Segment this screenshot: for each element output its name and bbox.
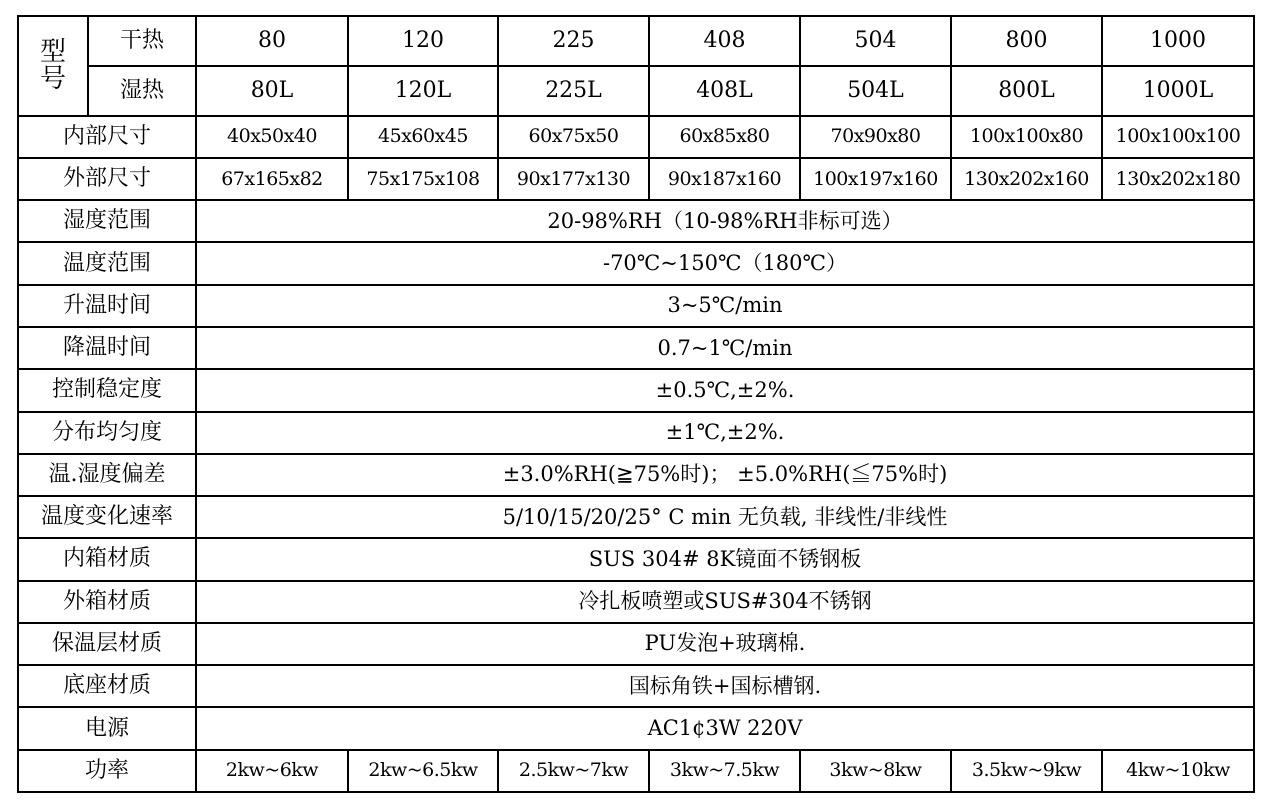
outer-size-label: 外部尺寸 [18, 158, 196, 200]
row-label: 温.湿度偏差 [18, 454, 196, 496]
row-label: 温度变化速率 [18, 496, 196, 538]
row-value: ±0.5℃,±2%. [196, 369, 1254, 411]
outer-size-cell: 100x197x160 [800, 158, 951, 200]
dry-model-cell: 504 [800, 16, 951, 66]
inner-size-label: 内部尺寸 [18, 116, 196, 158]
outer-size-cell: 67x165x82 [196, 158, 348, 200]
row-value: 0.7~1℃/min [196, 327, 1254, 369]
row-value: SUS 304# 8K镜面不锈钢板 [196, 538, 1254, 580]
row-value: AC1¢3W 220V [196, 707, 1254, 749]
temperature-range-row [18, 242, 1254, 284]
row-value: PU发泡+玻璃棉. [196, 623, 1254, 665]
dry-model-cell: 408 [649, 16, 800, 66]
inner-size-cell: 45x60x45 [348, 116, 498, 158]
wet-model-cell: 408L [649, 66, 800, 116]
insulation-material-row [18, 623, 1254, 665]
row-value: 3~5℃/min [196, 285, 1254, 327]
outer-size-cell: 130x202x180 [1102, 158, 1254, 200]
row-value: 5/10/15/20/25° C min 无负载, 非线性/非线性 [196, 496, 1254, 538]
dry-label: 干热 [88, 16, 196, 66]
row-label: 湿度范围 [18, 200, 196, 242]
deviation-row [18, 454, 1254, 496]
wet-model-cell: 120L [348, 66, 498, 116]
row-value: 国标角铁+国标槽钢. [196, 665, 1254, 707]
row-label: 内箱材质 [18, 538, 196, 580]
row-value: ±1℃,±2%. [196, 412, 1254, 454]
model-wet-row [18, 66, 1254, 116]
row-value: 冷扎板喷塑或SUS#304不锈钢 [196, 581, 1254, 623]
power-cell: 3kw~8kw [800, 750, 951, 792]
power-cell: 3.5kw~9kw [951, 750, 1102, 792]
outer-size-cell: 130x202x160 [951, 158, 1102, 200]
model-dry-row [18, 16, 1254, 66]
model-label-char: 号 [39, 63, 66, 94]
row-label: 保温层材质 [18, 623, 196, 665]
dry-model-cell: 120 [348, 16, 498, 66]
row-value: -70℃~150℃（180℃） [196, 242, 1254, 284]
row-label: 升温时间 [18, 285, 196, 327]
uniformity-row [18, 412, 1254, 454]
row-label: 分布均匀度 [18, 412, 196, 454]
inner-size-cell: 100x100x100 [1102, 116, 1254, 158]
inner-size-cell: 60x85x80 [649, 116, 800, 158]
power-cell: 2.5kw~7kw [498, 750, 649, 792]
humidity-range-row [18, 200, 1254, 242]
power-supply-row [18, 707, 1254, 749]
model-label-char: 型 [39, 36, 66, 67]
inner-size-row [18, 116, 1254, 158]
model-label [18, 16, 88, 116]
heating-time-row [18, 285, 1254, 327]
inner-size-cell: 60x75x50 [498, 116, 649, 158]
power-cell: 4kw~10kw [1102, 750, 1254, 792]
wet-model-cell: 225L [498, 66, 649, 116]
row-label: 降温时间 [18, 327, 196, 369]
dry-model-cell: 1000 [1102, 16, 1254, 66]
power-cell: 2kw~6.5kw [348, 750, 498, 792]
wet-model-cell: 504L [800, 66, 951, 116]
wet-model-cell: 800L [951, 66, 1102, 116]
control-stability-row [18, 369, 1254, 411]
dry-model-cell: 80 [196, 16, 348, 66]
base-material-row [18, 665, 1254, 707]
spec-table [17, 15, 1255, 793]
power-row [18, 750, 1254, 792]
row-label: 外箱材质 [18, 581, 196, 623]
row-value: 20-98%RH（10-98%RH非标可选） [196, 200, 1254, 242]
outer-size-cell: 90x177x130 [498, 158, 649, 200]
inner-material-row [18, 538, 1254, 580]
inner-size-cell: 40x50x40 [196, 116, 348, 158]
outer-material-row [18, 581, 1254, 623]
change-rate-row [18, 496, 1254, 538]
power-label: 功率 [18, 750, 196, 792]
row-label: 温度范围 [18, 242, 196, 284]
row-value: ±3.0%RH(≧75%时)； ±5.0%RH(≦75%时) [196, 454, 1254, 496]
cooling-time-row [18, 327, 1254, 369]
outer-size-cell: 90x187x160 [649, 158, 800, 200]
row-label: 控制稳定度 [18, 369, 196, 411]
outer-size-cell: 75x175x108 [348, 158, 498, 200]
wet-model-cell: 1000L [1102, 66, 1254, 116]
row-label: 电源 [18, 707, 196, 749]
dry-model-cell: 800 [951, 16, 1102, 66]
wet-model-cell: 80L [196, 66, 348, 116]
power-cell: 2kw~6kw [196, 750, 348, 792]
outer-size-row [18, 158, 1254, 200]
inner-size-cell: 100x100x80 [951, 116, 1102, 158]
row-label: 底座材质 [18, 665, 196, 707]
inner-size-cell: 70x90x80 [800, 116, 951, 158]
wet-label: 湿热 [88, 66, 196, 116]
dry-model-cell: 225 [498, 16, 649, 66]
power-cell: 3kw~7.5kw [649, 750, 800, 792]
